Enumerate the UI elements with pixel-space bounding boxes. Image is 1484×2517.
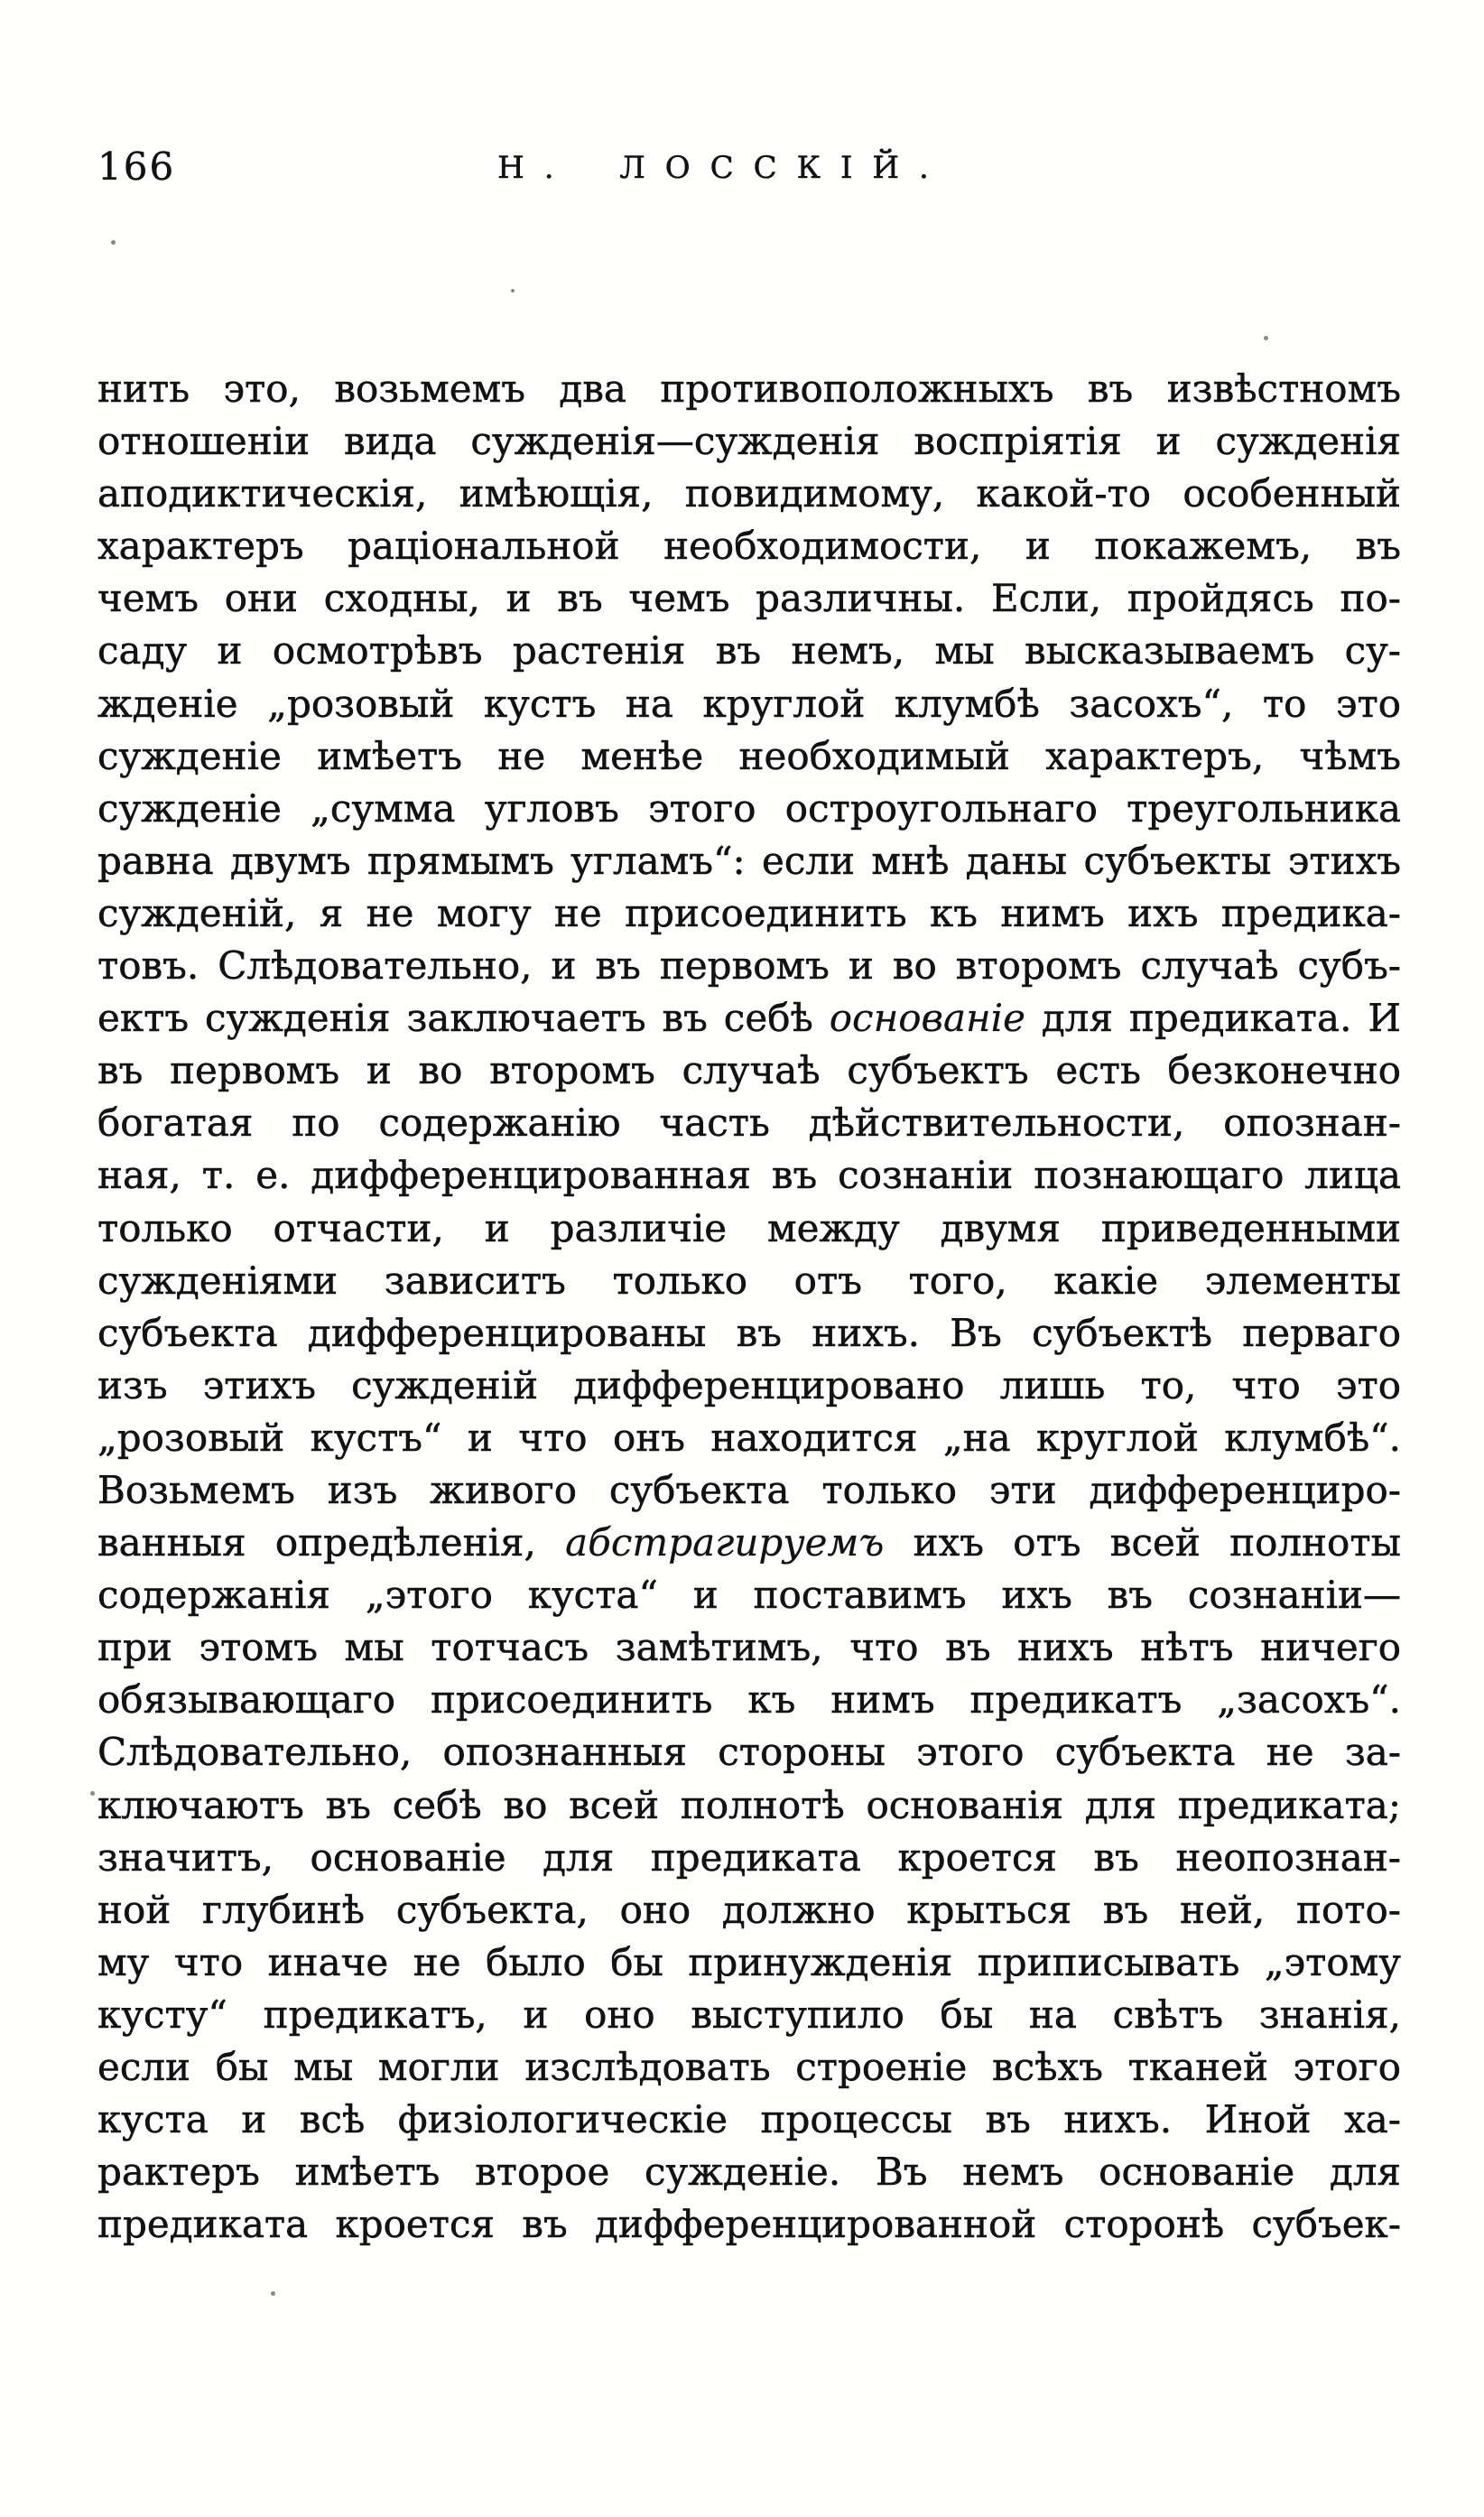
text-line (97, 415, 1401, 468)
text-line (97, 1937, 1401, 1989)
text-segment: чемъ они сходны, и въ чемъ различны. Если, пройдясь по- (97, 576, 1401, 621)
text-segment: ектъ сужденія заключаетъ въ себѣ (97, 996, 830, 1041)
text-line (97, 730, 1401, 783)
text-segment: ная, т. е. дифференцированная въ сознаніи познающаго лица (97, 1153, 1401, 1198)
running-head: Н. ЛОССКІЙ. (497, 150, 949, 186)
text-segment: нить это, возьмемъ два противоположныхъ въ извѣстномъ (97, 367, 1401, 411)
text-segment: для предиката. И (1025, 996, 1401, 1041)
text-segment: „розовый кустъ“ и что онъ находится „на круглой клумбѣ“. (97, 1415, 1401, 1460)
text-segment: богатая по содержанію часть дѣйствительности, опознан- (97, 1101, 1401, 1146)
text-line (97, 1674, 1401, 1726)
page-number: 166 (97, 144, 176, 189)
text-segment: сужденій, я не могу не присоединить къ нимъ ихъ предика- (97, 890, 1401, 935)
text-line (97, 1621, 1401, 1674)
text-segment: сужденіями зависитъ только отъ того, какіе элементы (97, 1258, 1401, 1303)
scan-speck (111, 240, 116, 245)
text-line (97, 1464, 1401, 1517)
text-line (97, 2041, 1401, 2094)
text-segment: равна двумъ прямымъ угламъ“: если мнѣ даны субъекты этихъ (97, 838, 1401, 883)
text-segment: отношеніи вида сужденія—сужденія воспріятія и сужденія (97, 419, 1401, 464)
text-line (97, 625, 1401, 677)
text-segment: жденіе „розовый кустъ на круглой клумбѣ засохъ“, то это (97, 681, 1401, 726)
text-line (97, 1726, 1401, 1779)
text-segment: обязывающаго присоединить къ нимъ предикатъ „засохъ“. (97, 1677, 1401, 1723)
text-segment: ихъ отъ всей полноты (884, 1520, 1401, 1565)
text-line (97, 2198, 1401, 2251)
text-segment: значитъ, основаніе для предиката кроется въ неопознан- (97, 1834, 1401, 1880)
text-line (97, 1412, 1401, 1464)
text-line (97, 1779, 1401, 1832)
text-segment: только отчасти, и различіе между двумя приведенными (97, 1205, 1401, 1250)
text-segment: при этомъ мы тотчасъ замѣтимъ, что въ нихъ нѣтъ ничего (97, 1625, 1401, 1670)
text-line (97, 468, 1401, 520)
text-segment: Возьмемъ изъ живого субъекта только эти дифференциро- (97, 1467, 1401, 1512)
text-segment: субъекта дифференцированы въ нихъ. Въ субъектѣ перваго (97, 1310, 1401, 1355)
text-segment: сужденіе „сумма угловъ этого остроугольнаго треугольника (97, 785, 1401, 831)
text-line (97, 992, 1401, 1045)
text-line (97, 1517, 1401, 1569)
text-line (97, 1203, 1401, 1255)
text-line (97, 940, 1401, 992)
text-segment: содержанія „этого куста“ и поставимъ ихъ въ сознаніи— (97, 1573, 1401, 1618)
text-line (97, 572, 1401, 625)
text-line (97, 363, 1401, 415)
italic-text-segment: абстрагируемъ (565, 1520, 885, 1565)
text-segment: куста и всѣ физіологическіе процессы въ нихъ. Иной ха- (97, 2097, 1401, 2142)
page-header (97, 143, 1376, 190)
scan-speck (1264, 336, 1268, 340)
text-line (97, 520, 1401, 572)
text-line (97, 1989, 1401, 2041)
text-segment: аподиктическія, имѣющія, повидимому, какой-то особенный (97, 471, 1401, 516)
text-line (97, 1884, 1401, 1937)
text-line (97, 678, 1401, 730)
italic-text-segment: основаніе (829, 996, 1025, 1041)
text-line (97, 1569, 1401, 1621)
text-segment: саду и осмотрѣвъ растенія въ немъ, мы высказываемъ су- (97, 628, 1401, 673)
scan-speck (90, 1791, 95, 1796)
text-line (97, 783, 1401, 835)
text-segment: изъ этихъ сужденій дифференцировано лишь то, что это (97, 1362, 1401, 1407)
text-segment: если бы мы могли изслѣдовать строеніе всѣхъ тканей этого (97, 2045, 1401, 2089)
text-segment: Слѣдовательно, опознанныя стороны этого субъекта не за- (97, 1730, 1401, 1775)
text-segment: кусту“ предикатъ, и оно выступило бы на свѣтъ знанія, (97, 1992, 1401, 2037)
text-segment: ной глубинѣ субъекта, оно должно крыться въ ней, пото- (97, 1887, 1401, 1932)
text-line (97, 2094, 1401, 2146)
text-line (97, 1832, 1401, 1884)
text-line (97, 1255, 1401, 1307)
text-line (97, 1097, 1401, 1149)
text-segment: му что иначе не было бы принужденія приписывать „этому (97, 1939, 1401, 1984)
text-block (97, 363, 1401, 2251)
text-segment: товъ. Слѣдовательно, и въ первомъ и во второмъ случаѣ субъ- (97, 943, 1401, 989)
text-segment: ключаютъ въ себѣ во всей полнотѣ основанія для предиката; (97, 1782, 1401, 1827)
text-line (97, 1149, 1401, 1202)
text-segment: сужденіе имѣетъ не менѣе необходимый характеръ, чѣмъ (97, 733, 1401, 778)
text-segment: въ первомъ и во второмъ случаѣ субъектъ есть безконечно (97, 1048, 1401, 1093)
text-line (97, 1360, 1401, 1412)
text-segment: предиката кроется въ дифференцированной сторонѣ субъек- (97, 2202, 1401, 2247)
scan-speck (271, 2291, 275, 2296)
text-line (97, 835, 1401, 887)
text-line (97, 2146, 1401, 2198)
text-line (97, 1045, 1401, 1097)
text-segment: характеръ раціональной необходимости, и покажемъ, въ (97, 524, 1401, 569)
text-segment: рактеръ имѣетъ второе сужденіе. Въ немъ основаніе для (97, 2150, 1401, 2195)
text-segment: ванныя опредѣленія, (97, 1520, 566, 1565)
text-line (97, 1307, 1401, 1360)
scan-speck (511, 289, 515, 293)
text-line (97, 887, 1401, 940)
